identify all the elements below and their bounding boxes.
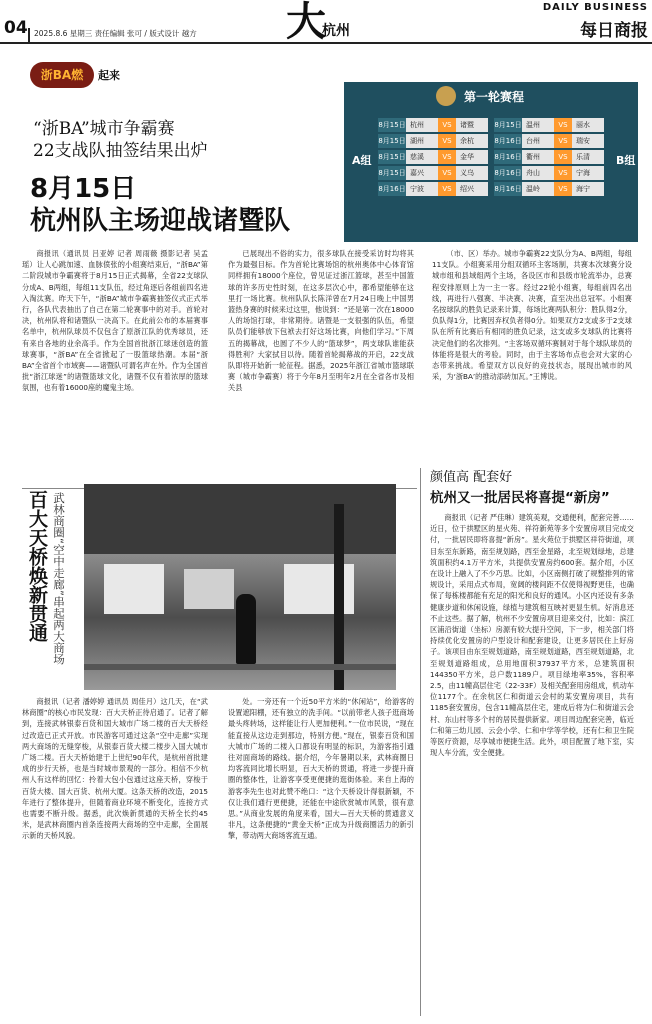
top-kicker-line1: “浙BA”城市争霸赛 [33,119,175,139]
home-team: 杭州 [406,118,438,132]
group-b-row [494,118,604,132]
group-b-table [494,118,604,198]
vs-label: VS [438,118,456,132]
top-story-text-2: 已展现出不俗的实力，很多球队在接受采访时均将其作为最强目标。作为首轮比赛场馆的杭州奥体中心体育馆同样拥有18000个座位，曾见证过浙江篮球，甚至中国篮球的许多历史性时刻，在这多层次心中，都希望能够在这里打一场比赛。杭州队队长陈洋曾在7月24日晚上中国男篮热身赛的时候来过这里，他说到：“还是第一次在18000人的场馆打球，非常期待。诸暨是一支很强的队伍，希望队员们能够放下包袱去打好这场比赛，向他们学习。”下周五的揭幕战，也圆了不少人的“篮球梦”，两支球队谁能获得胜利？大家拭目以待。随着首轮揭幕战的开启，22支战队即将开始新一轮征程。据悉，2025年浙江省城市篮球联赛（城市争霸赛）将于今年8月至明年2月在全省各市及相关县 [228,249,414,393]
vs-label: VS [554,150,572,164]
group-a-row [378,118,488,132]
photo-railing [84,664,396,670]
away-team: 乐清 [572,150,604,164]
match-date: 8月15日 [378,150,406,164]
group-a-table [378,118,488,198]
page-number-divider [28,28,30,42]
group-b-row [494,150,604,164]
away-team: 余杭 [456,134,488,148]
left-story-subhead: 武林商圈“空中走廊”串起两大商场 [52,492,66,665]
right-story-text: 商报讯（记者 严佳琳）建筑美观，交通便利，配套完善……近日，位于拱墅区的星火苑、祥符新苑等多个安置房项目完成交付，一批居民即将喜提“新房”。星火苑位于拱墅区祥符街道，项目东至东新路，南至规划路，西至金星路，北至规划绿地，总建筑面积约4.1万平方米，共提供安置房约600套。据介绍，小区在设计上融入了不少巧思。比如，小区南侧打破了规整排列的常规设计，采用点式布局，宽阔的楼间距不仅使得视野更佳，也确保了每栋楼都能有充足的阳光和良好的通风。小区内还设有多条健康步道和休闲设施，绿植与建筑相互映衬更显生机。好消息还不止这些。据了解，杭州不少安置房项目迎来交付，比如：滨江区浦沿街道（坐标）房源有较大提升空间，下一步，相关部门将持续优化安置房的户型设计和配套建设，让更多居民住上好房子。该项目由东至规划道路，南至规划道路，西至规划道路，北至规划道路组成，总用地面积37937平方米，总建筑面积144350平方米，总户数1189户。项目绿地率35%，容积率2.5，由11幢高层住宅（22-33F）及相关配套用房组成，机动车位1177个。在余杭区仁和街道云会村的某安置房项目，共有1185套安置房，包含11幢高层住宅，建成后将为仁和街道云会村、东山村等多个村的居民提供新家。项目周边配套完善，临近仁和第三幼儿园、云会小学、仁和中学等学校，还有仁和卫生院等医疗资源，尽享城市便捷生活。此外，项目配置了地下室，实现人车分流，安全便捷。 [430,513,634,758]
match-date: 8月15日 [494,118,522,132]
vs-label: VS [554,118,572,132]
right-story-kicker: 颜值高 配套好 [430,470,513,485]
left-story-headline: 百大天桥焕新贯通 [26,490,48,642]
page-number: 04 [4,18,28,38]
home-team: 舟山 [522,166,554,180]
away-team: 义乌 [456,166,488,180]
skybridge-photo [84,484,396,690]
home-team: 温岭 [522,182,554,196]
right-story-column [430,512,634,1016]
left-story-text-1: 商报讯（记者 潘婷婷 通讯员 周佳月）这几天，在“武林商圈”的核心市民发现：百大天桥正待启通了。记者了解到，连接武林银泰百货和国大城市广场二楼的百大天桥经过改造已正式开放。市民游客可通过这条“空中走廊”实现两大商场的无缝穿梭，从银泰百货大楼二楼步入国大城市广场二楼。百大天桥始建于上世纪90年代，是杭州首批建成的步行天桥，也是当时城市景观的一部分。相信不少杭州人有这样的回忆：拎着大包小包通过这座天桥，穿梭于百货大楼、国大百货、杭州大厦。这条天桥的改造，2015年进行了整体提升，但随着商业环境不断变化，连接方式也需要不断升级。据悉，此次焕新贯通的天桥全长约45米，是武林商圈内首条连接两大商场的空中走廊，全面展示新的天桥风貌。 [22,697,208,841]
logo-mark: 浙BA燃 [30,62,94,88]
vs-label: VS [438,150,456,164]
photo-pedestrian [236,594,256,664]
left-story-column-1 [22,696,208,1016]
issue-meta: 2025.8.6 星期三 责任编辑 张可 / 版式设计 越方 [34,29,197,38]
page-header [0,0,652,44]
top-headline-line1: 8月15日 [30,174,137,204]
brand-english: DAILY BUSINESS [542,2,648,13]
logo-tail-text: 起来 [98,69,120,82]
match-date: 8月15日 [378,166,406,180]
vs-label: VS [554,166,572,180]
photo-shopfront-mid [184,569,234,609]
top-headline-line2: 杭州队主场迎战诸暨队 [30,206,291,236]
home-team: 温州 [522,118,554,132]
group-a-row [378,150,488,164]
away-team: 海宁 [572,182,604,196]
group-b-row [494,134,604,148]
match-date: 8月16日 [494,150,522,164]
vs-label: VS [438,182,456,196]
away-team: 丽水 [572,118,604,132]
match-date: 8月16日 [494,182,522,196]
vs-label: VS [554,134,572,148]
section-big-char: 大 [286,0,326,45]
away-team: 金华 [456,150,488,164]
left-story-column-2 [228,696,414,1016]
section-name: 杭州 [322,23,350,39]
brand-chinese: 每日商报 [580,21,648,41]
group-a-row [378,166,488,180]
away-team: 瑞安 [572,134,604,148]
column-logo [30,62,150,88]
top-kicker-line2: 22支战队抽签结果出炉 [33,141,208,161]
top-story-text-1: 商报讯（通讯员 吕亚婷 记者 周雨薇 摄影记者 吴孟瑶）让人心跳加速、血脉偾张的小组赛结束后，“浙BA”第二阶段城市争霸赛将于8月15日正式揭幕，全省22支球队分成A、B两组，每组11支队伍，经过角逐后各组前四名进入淘汰赛。昨天下午，“浙BA”城市争霸赛抽签仪式正式举行，各队代表抽出了自己在第二轮赛事中的对手。首轮对决，杭州队将和诸暨队一决高下。在此前公布的本届赛事名单中，杭州队球员不仅包含了原浙江队的优秀球员，还有来自各地的业余高手。作为全国首批浙江球迷创造的篮球赛事，“浙BA”在全省掀起了一股篮球热潮。本届“浙BA”全省首个市域赛——诸暨队可谓名声在外。作为全国首批“浙江球迷”的诸暨篮球文化，诸暨不仅有着浓厚的篮球氛围，也有着16000座的魔鬼主场。 [22,249,208,393]
photo-shopfront-left [104,564,164,614]
away-team: 宁海 [572,166,604,180]
home-team: 湖州 [406,134,438,148]
top-story-column-2 [228,248,414,464]
schedule-graphic [344,82,638,242]
vs-label: VS [554,182,572,196]
left-story-text-2: 处。一旁还有一个近50平方米的“休闲站”，给游客的设置遮阳棚，还有独立的洗手间。“以前带老人孩子逛商场最头疼转场，这样能让行人更加便利。”一位市民说，“现在能直接从这边走到那边，特别方便。”现在，银泰百货和国大城市广场的二楼入口都设有明显的标识，为游客指引通往对面商场的路线。据介绍，今年暑期以来，武林商圈日均客流同比增长明显，百大天桥的贯通，将进一步提升商圈的整体性，让游客享受更便捷的逛街体验。来自上海的游客李先生也对此赞不绝口：“这个天桥设计得很新颖，不仅让我们通行更便捷，还能在中途欣赏城市风景，很有意思。”从商业发展的角度来看，国大—百大天桥的贯通意义非凡，这条便捷的“黄金天桥”正成为升级商圈活力的新引擎，带动两大商场客流互通。 [228,697,414,841]
top-story-column-1 [22,248,208,464]
league-logo-icon [436,86,456,106]
group-b-row [494,166,604,180]
section-divider-vertical [420,468,421,1016]
photo-pillar [334,504,344,690]
group-b-row [494,182,604,196]
group-a-row [378,182,488,196]
home-team: 台州 [522,134,554,148]
match-date: 8月15日 [378,134,406,148]
group-b-label: B组 [616,154,636,167]
home-team: 嘉兴 [406,166,438,180]
away-team: 绍兴 [456,182,488,196]
photo-building-top [84,484,396,554]
match-date: 8月16日 [494,134,522,148]
schedule-title: 第一轮赛程 [464,90,525,104]
top-story-column-3 [432,248,632,458]
away-team: 诸暨 [456,118,488,132]
match-date: 8月15日 [378,118,406,132]
right-story-headline: 杭州又一批居民将喜提“新房” [430,490,610,506]
match-date: 8月16日 [378,182,406,196]
home-team: 宁波 [406,182,438,196]
vs-label: VS [438,166,456,180]
home-team: 衢州 [522,150,554,164]
home-team: 慈溪 [406,150,438,164]
vs-label: VS [438,134,456,148]
top-story-text-3: （市、区）举办。城市争霸赛22支队分为A、B两组，每组11支队。小组赛采用分组双循环主客场制，共赛本次球赛分设城市组和县域组两个主场，各设区市和县级市轮流举办，总赛程安排原则上为一主一客。经过22轮小组赛，每组前四名出线，再进行八强赛、半决赛、决赛，直至决出总冠军。小组赛名按球队的胜负记录来计算，每场比赛两队积分：胜队得2分，负队得1分，比赛因弃权负者得0分。如果双方2支或多于2支球队在所有比赛后有相同的胜负记录，这支或多支球队的比赛将决定他们的名次排列。“主客场双循环赛制对于每个球队球员的体能将是很大的考验。同时，由于主客场布点也会对大家的心态带来挑战。希望双方以良好的竞技状态，展现出城市的风采，为‘浙BA’的推动添砖加瓦。”王博说。 [432,249,632,382]
group-a-row [378,134,488,148]
group-a-label: A组 [352,154,372,167]
match-date: 8月16日 [494,166,522,180]
